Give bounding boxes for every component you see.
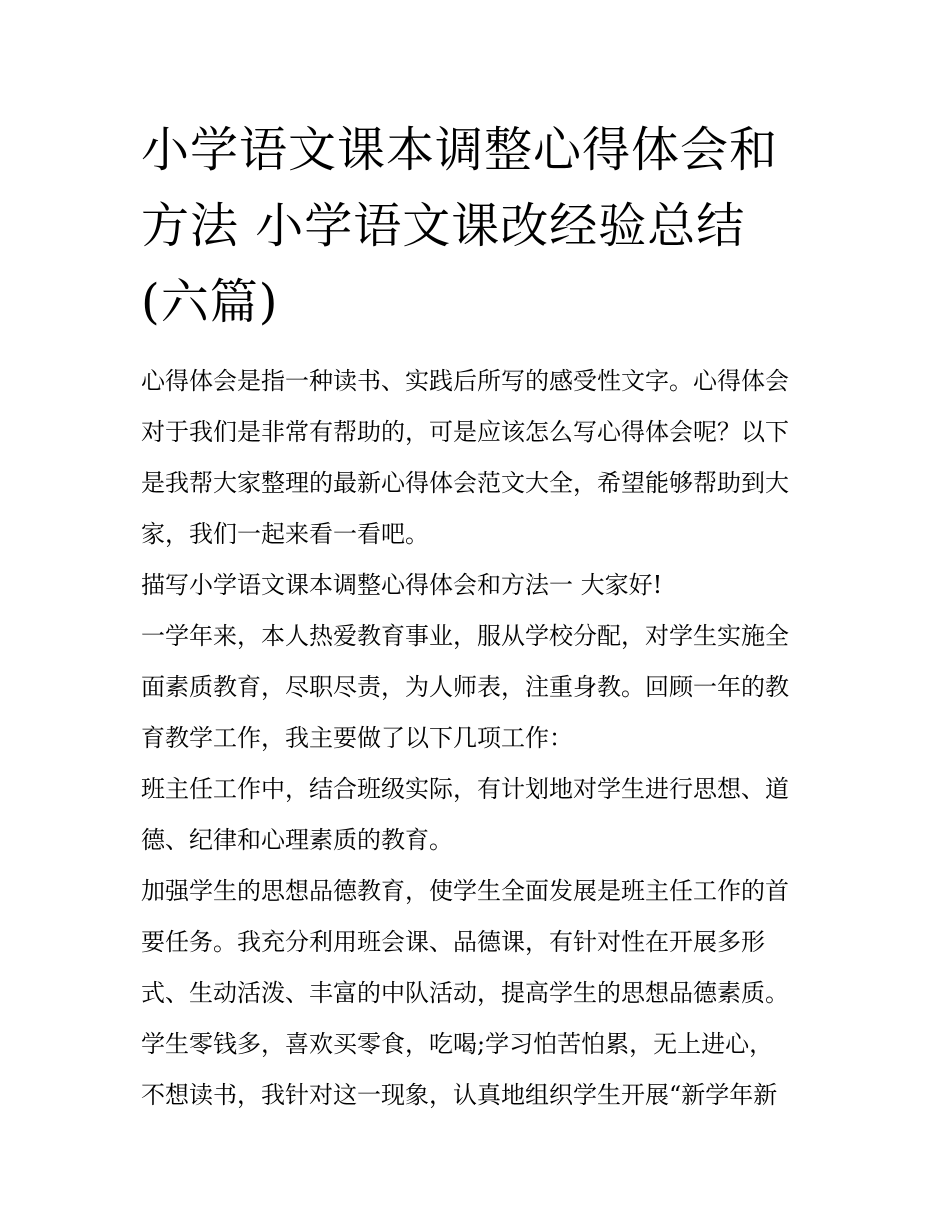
body-line: 心得体会是指一种读书、实践后所写的感受性文字。心得体会 [141,367,789,395]
document-body [141,356,813,1121]
document-title [141,112,813,340]
title-line: (六篇) [141,274,279,330]
body-line: 式、生动活泼、丰富的中队活动，提高学生的思想品德素质。 [141,979,789,1007]
body-line: 对于我们是非常有帮助的，可是应该怎么写心得体会呢？以下 [141,418,789,446]
body-line: 学生零钱多，喜欢买零食，吃喝;学习怕苦怕累，无上进心， [141,1030,774,1058]
body-line: 一学年来，本人热爱教育事业，服从学校分配，对学生实施全 [141,622,789,650]
body-line: 面素质教育，尽职尽责，为人师表，注重身教。回顾一年的教 [141,673,789,701]
body-line: 加强学生的思想品德教育，使学生全面发展是班主任工作的首 [141,877,789,905]
body-line: 要任务。我充分利用班会课、品德课，有针对性在开展多形 [141,928,765,956]
body-line: 班主任工作中，结合班级实际，有计划地对学生进行思想、道 [141,775,789,803]
body-line: 是我帮大家整理的最新心得体会范文大全，希望能够帮助到大 [141,469,789,497]
title-line: 小学语文课本调整心得体会和 [141,122,779,178]
document-page [141,112,813,1121]
title-line: 方法 小学语文课改经验总结 [141,198,746,254]
body-line: 德、纪律和心理素质的教育。 [141,826,453,854]
body-line: 家，我们一起来看一看吧。 [141,520,429,548]
body-line: 不想读书，我针对这一现象，认真地组织学生开展“新学年新 [141,1081,778,1109]
body-line: 育教学工作，我主要做了以下几项工作： [141,724,573,752]
body-line: 描写小学语文课本调整心得体会和方法一 大家好! [141,571,663,599]
